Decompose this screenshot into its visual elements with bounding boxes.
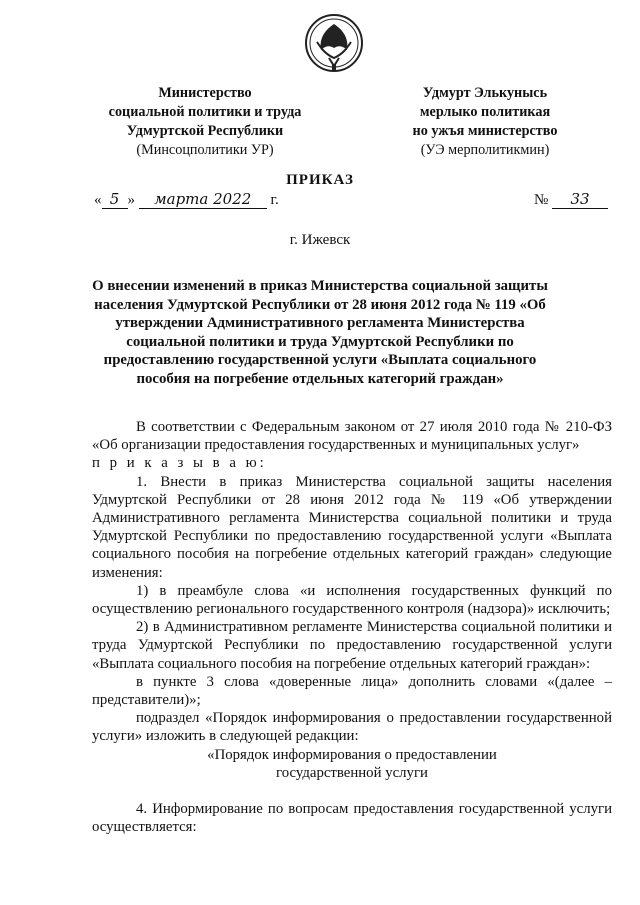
order-directive: п р и к а з ы в а ю: [92,455,267,472]
emblem-icon [303,12,365,78]
order-subject: О внесении изменений в приказ Министерства социальной защиты населения Удмуртской Республики от 28 июня 2012 года № 119 «Об утверждении Административного регламента Министерства социальной политики и труда Удмуртской Республики по предоставлению государственной услуги «Выплата социального пособия на погребение отдельных категорий граждан» [92,278,548,387]
number-sign: № [534,192,549,208]
subsection-heading: государственной услуги [276,764,428,781]
order-date [94,190,304,212]
ministry-header-russian [80,84,330,160]
date-day: 5 [102,190,128,209]
subsection-heading: «Порядок информирования о предоставлении [207,746,497,763]
city: г. Ижевск [289,232,351,248]
ministry-name-line: мерлыко политикая [419,104,551,120]
body-paragraph: 1. Внести в приказ Министерства социальной защиты населения Удмуртской Республики от 28 июня 2012 года № 119 «Об утверждении Административного регламента Министерства социальной политики и труда Удмуртской Республики по предоставлению государственной услуги «Выплата социального пособия на погребение отдельных категорий граждан» следующие изменения: [92,473,612,581]
order-body [92,418,612,836]
body-paragraph: в пункте 3 слова «доверенные лица» дополнить словами «(далее – представители)»; [92,673,612,709]
date-open-quote: « [94,192,102,208]
body-paragraph: 2) в Административном регламенте Министерства социальной политики и труда Удмуртской Республики по предоставлению государственной услуги «Выплата социального пособия на погребение отдельных категорий граждан»: [92,619,612,672]
ministry-abbreviation: (УЭ мерполитикмин) [420,142,550,158]
ministry-abbreviation: (Минсоцполитики УР) [136,142,274,158]
ministry-name-line: Министерство [158,85,252,101]
date-close-quote: » [127,192,135,208]
order-number [534,190,618,212]
date-month-year: марта 2022 [139,190,267,209]
body-paragraph: 4. Информирование по вопросам предоставления государственной услуги осуществляется: [92,801,612,836]
ministry-name-line: но ужъя министерство [412,123,558,139]
date-suffix: г. [270,192,279,208]
ministry-name-line: Удмурт Элькунысь [422,85,548,101]
ministry-header-udmurt [360,84,610,160]
body-paragraph: 1) в преамбуле слова «и исполнения государственных функций по осуществлению регионального государственного контроля (надзора)» исключить; [92,582,612,618]
number-value: 33 [552,190,608,209]
ministry-name-line: Удмуртской Республики [126,123,284,139]
body-paragraph: В соответствии с Федеральным законом от 27 июля 2010 года № 210-ФЗ «Об организации предоставления государственных и муниципальных услуг» [92,419,612,454]
order-title: ПРИКАЗ [286,172,354,188]
ministry-name-line: социальной политики и труда [108,104,302,120]
body-paragraph: подраздел «Порядок информирования о предоставлении государственной услуги» изложить в следующей редакции: [92,710,612,745]
